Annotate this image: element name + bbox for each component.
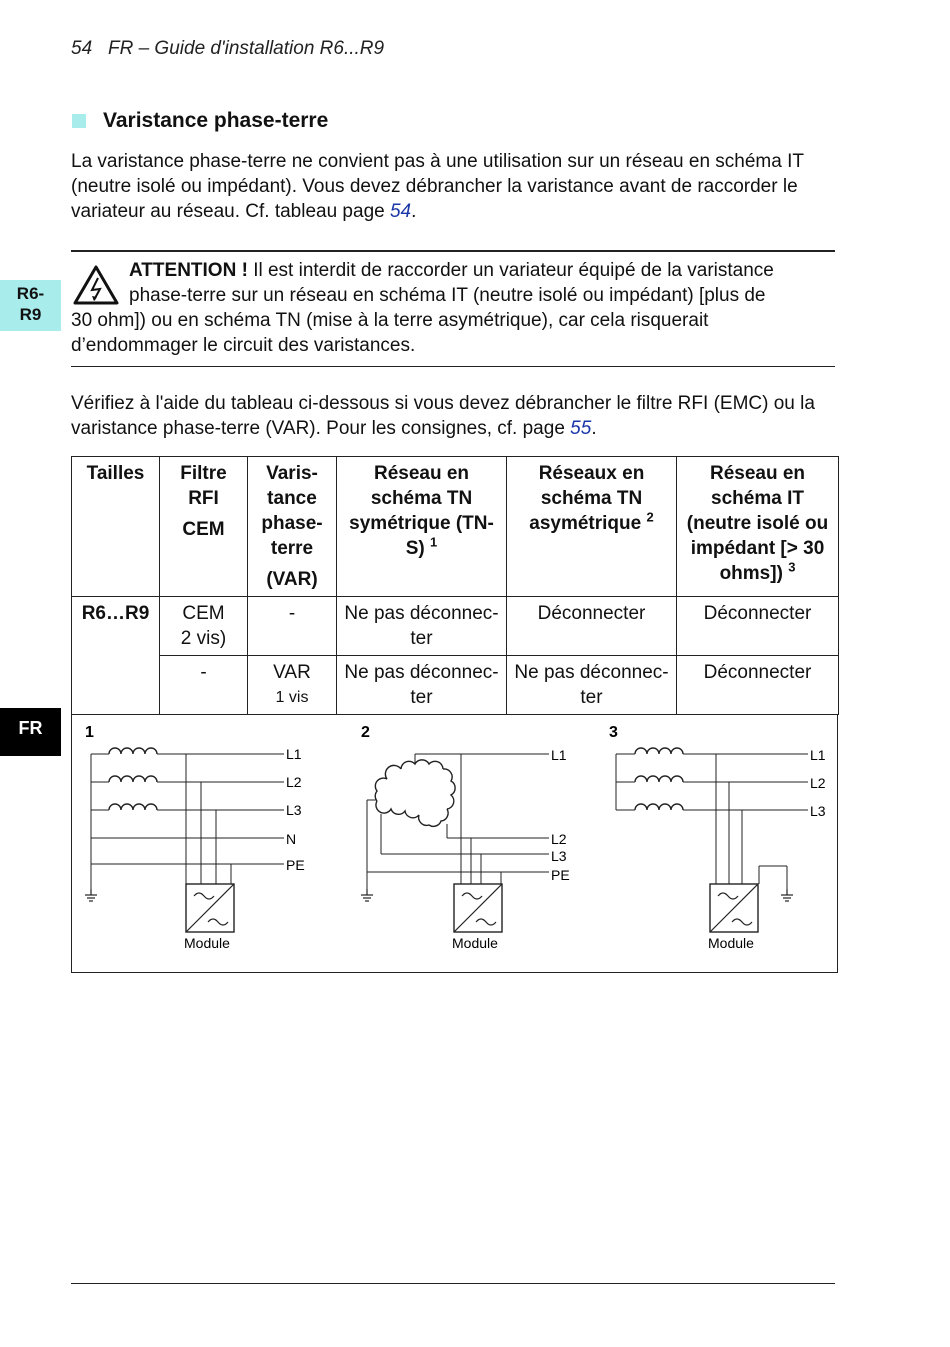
header-it-network-label: Réseau en schéma IT (neutre isolé ou impédant [> 30 ohms]) xyxy=(686,463,829,584)
header-it-network-note: 3 xyxy=(788,559,796,575)
line-label: L1 xyxy=(810,747,826,763)
check-page-link[interactable]: 55 xyxy=(570,418,592,439)
line-label: PE xyxy=(286,857,305,873)
disconnection-table xyxy=(71,456,839,715)
warning-text-1: Il est interdit de raccorder un variateur équipé de la varistance xyxy=(247,260,774,281)
page-number: 54 xyxy=(71,38,93,59)
intro-end: . xyxy=(411,201,417,222)
warning-label: ATTENTION ! xyxy=(129,260,248,281)
cell-tn-asymmetric: Déconnecter xyxy=(507,597,677,656)
cell-filter-value: CEM xyxy=(182,603,225,624)
line-label: L2 xyxy=(286,774,302,790)
document-title: FR – Guide d'installation R6...R9 xyxy=(107,38,385,59)
cell-filter: - xyxy=(160,656,248,715)
line-label: L3 xyxy=(286,802,302,818)
range-tab xyxy=(0,280,61,331)
header-varistor-label: Varis-tance phase-terre xyxy=(261,463,323,559)
cell-var-sub: 1 vis xyxy=(275,689,309,706)
diagram-tn-asymmetric xyxy=(361,724,570,951)
module-label: Module xyxy=(452,935,498,951)
cell-var: - xyxy=(248,597,337,656)
cell-filter xyxy=(160,597,248,656)
table-header-row xyxy=(72,457,839,597)
line-label: L2 xyxy=(551,831,567,847)
range-tab-line2: R9 xyxy=(19,305,42,324)
header-sizes: Tailles xyxy=(72,457,160,597)
header-tn-asymmetric-note: 2 xyxy=(646,509,654,525)
range-tab-line1: R6- xyxy=(16,284,45,303)
warning-line-1 xyxy=(129,258,839,283)
header-tn-symmetric-note: 1 xyxy=(430,534,438,550)
intro-paragraph xyxy=(71,149,841,224)
header-varistor xyxy=(248,457,337,597)
warning-line-4: d’endommager le circuit des varistances. xyxy=(71,335,416,356)
diagram-number: 1 xyxy=(85,724,94,741)
cell-tn-symmetric: Ne pas déconnec-ter xyxy=(337,656,507,715)
header-varistor-abbr: (VAR) xyxy=(266,569,318,590)
cell-var xyxy=(248,656,337,715)
table-row xyxy=(72,656,839,715)
module-label: Module xyxy=(708,935,754,951)
line-label: L3 xyxy=(810,803,826,819)
cell-filter-sub: 2 vis) xyxy=(180,628,227,649)
section-title: Varistance phase-terre xyxy=(103,109,329,132)
cell-var-value: VAR xyxy=(273,662,311,683)
header-rfi-filter xyxy=(160,457,248,597)
table-row xyxy=(72,597,839,656)
wiring-diagrams xyxy=(71,714,838,972)
module-label: Module xyxy=(184,935,230,951)
header-rfi-filter-abbr: CEM xyxy=(182,519,225,540)
warning-line-2: phase-terre sur un réseau en schéma IT (neutre isolé ou impédant) [plus de xyxy=(129,285,766,306)
language-tab xyxy=(0,708,61,756)
cell-size: R6…R9 xyxy=(72,597,160,715)
header-tn-symmetric-label: Réseau en schéma TN symétrique (TN-S) xyxy=(349,463,494,559)
diagram-number: 2 xyxy=(361,724,370,741)
cell-tn-asymmetric: Ne pas déconnec-ter xyxy=(507,656,677,715)
header-rfi-filter-label: Filtre RFI xyxy=(180,463,227,509)
language-tab-label: FR xyxy=(18,718,43,738)
cell-it-network: Déconnecter xyxy=(677,656,839,715)
line-label: PE xyxy=(551,867,570,883)
diagram-tn-s xyxy=(85,724,305,951)
line-label: L1 xyxy=(286,746,302,762)
section-bullet xyxy=(72,114,86,128)
line-label: L3 xyxy=(551,848,567,864)
page-header xyxy=(71,38,384,60)
line-label: L1 xyxy=(551,747,567,763)
intro-page-link[interactable]: 54 xyxy=(389,201,412,222)
check-text: Vérifiez à l'aide du tableau ci-dessous si vous devez débrancher le filtre RFI (EMC) ou la varistance phase-terre (VAR). Pour les consignes, cf. page xyxy=(71,393,815,439)
diagram-number: 3 xyxy=(609,724,618,741)
header-tn-asymmetric xyxy=(507,457,677,597)
footer-rule xyxy=(71,1283,835,1284)
check-end: . xyxy=(591,418,597,439)
intro-text: La varistance phase-terre ne convient pas à une utilisation sur un réseau en schéma IT (neutre isolé ou impédant). Vous devez débrancher la varistance avant de raccorder le variateur au réseau. Cf. tableau page xyxy=(71,151,804,222)
header-tn-asymmetric-label: Réseaux en schéma TN asymétrique xyxy=(529,463,645,534)
warning-bottom-rule xyxy=(71,366,835,367)
cell-tn-symmetric: Ne pas déconnec-ter xyxy=(337,597,507,656)
diagram-it xyxy=(609,724,826,951)
header-tn-symmetric xyxy=(337,457,507,597)
warning-top-rule xyxy=(71,250,835,252)
check-paragraph xyxy=(71,391,841,441)
cell-it-network: Déconnecter xyxy=(677,597,839,656)
warning-line-3: 30 ohm]) ou en schéma TN (mise à la terre asymétrique), car cela risquerait xyxy=(71,310,709,331)
header-it-network xyxy=(677,457,839,597)
line-label: L2 xyxy=(810,775,826,791)
warning-triangle-icon xyxy=(73,264,119,306)
line-label: N xyxy=(286,831,297,847)
